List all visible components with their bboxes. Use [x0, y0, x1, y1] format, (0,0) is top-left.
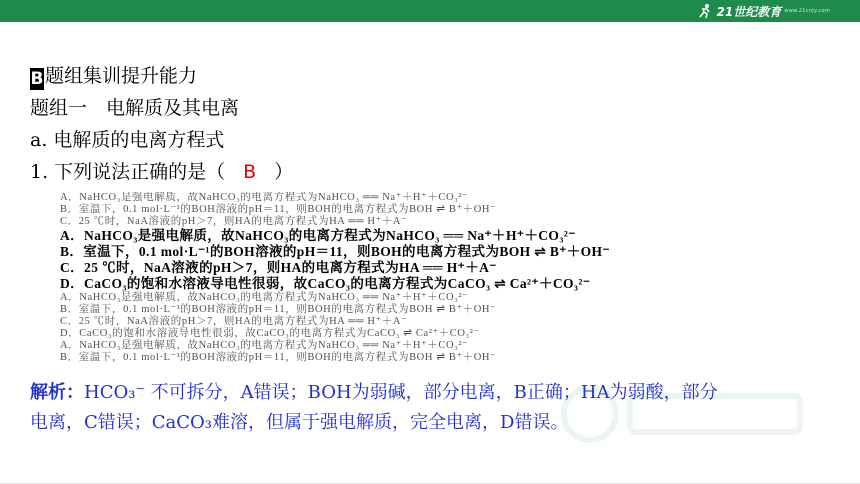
answer-choice: B	[243, 161, 257, 183]
option-faint-c: C．25 ℃时，NaA溶液的pH＞7，则HA的电离方程式为HA ══ H⁺＋A⁻	[60, 216, 408, 227]
section-title: 题组集训提升能力	[45, 65, 198, 87]
option-a: A．NaHCO₃是强电解质，故NaHCO₃的电离方程式为NaHCO₃ ══ Na⁺＋H⁺＋CO₃²⁻	[60, 228, 576, 243]
option-faint-c-2: C．25 ℃时，NaA溶液的pH＞7，则HA的电离方程式为HA ══ H⁺＋A⁻	[60, 316, 408, 327]
option-faint-b-3: B．室温下，0.1 mol·L⁻¹的BOH溶液的pH＝11，则BOH的电离方程式为BOH ⇌ B⁺＋OH⁻	[60, 352, 497, 363]
question-stem	[30, 156, 830, 188]
brand-logo	[697, 2, 831, 20]
option-faint-b: B．室温下，0.1 mol·L⁻¹的BOH溶液的pH＝11，则BOH的电离方程式为BOH ⇌ B⁺＋OH⁻	[60, 204, 497, 215]
option-faint-b-2: B．室温下，0.1 mol·L⁻¹的BOH溶液的pH＝11，则BOH的电离方程式为BOH ⇌ B⁺＋OH⁻	[60, 304, 497, 315]
option-d: D．CaCO₃的饱和水溶液导电性很弱，故CaCO₃的电离方程式为CaCO₃ ⇌ Ca²⁺＋CO₃²⁻	[60, 276, 591, 291]
options-block	[60, 192, 820, 372]
option-b: B．室温下，0.1 mol·L⁻¹的BOH溶液的pH＝11，则BOH的电离方程式为BOH ⇌ B⁺＋OH⁻	[60, 244, 610, 259]
main-content	[30, 60, 830, 188]
section-badge: B	[30, 69, 44, 89]
option-c: C．25 ℃时，NaA溶液的pH＞7，则HA的电离方程式为HA ══ H⁺＋A⁻	[60, 260, 497, 275]
option-faint-a: A．NaHCO₃是强电解质，故NaHCO₃的电离方程式为NaHCO₃ ══ Na⁺＋H⁺＋CO₃²⁻	[60, 192, 469, 203]
option-faint-a-3: A．NaHCO₃是强电解质，故NaHCO₃的电离方程式为NaHCO₃ ══ Na⁺＋H⁺＋CO₃²⁻	[60, 340, 469, 351]
analysis-text-1: HCO₃⁻ 不可拆分，A错误；BOH为弱碱，部分电离，B正确；HA为弱酸，部分	[84, 382, 718, 403]
option-faint-d-2: D．CaCO₃的饱和水溶液导电性很弱，故CaCO₃的电离方程式为CaCO₃ ⇌ Ca²⁺＋CO₃²⁻	[60, 328, 480, 339]
runner-icon	[697, 3, 713, 19]
group-title: 题组一 电解质及其电离	[30, 97, 240, 119]
analysis-label: 解析：	[30, 382, 84, 403]
section-heading	[30, 60, 830, 92]
question-suffix: ）	[274, 161, 294, 183]
logo-url: www.21cnjy.com	[784, 8, 830, 14]
question-prefix: 1. 下列说法正确的是（	[30, 161, 226, 183]
option-faint-a-2: A．NaHCO₃是强电解质，故NaHCO₃的电离方程式为NaHCO₃ ══ Na⁺＋H⁺＋CO₃²⁻	[60, 292, 469, 303]
subheading: a. 电解质的电离方程式	[30, 129, 225, 151]
analysis-text-2: 电离，C错误；CaCO₃难溶，但属于强电解质，完全电离，D错误。	[30, 412, 569, 433]
logo-brand: 21世纪教育	[716, 4, 782, 19]
watermark-logo	[560, 384, 810, 444]
